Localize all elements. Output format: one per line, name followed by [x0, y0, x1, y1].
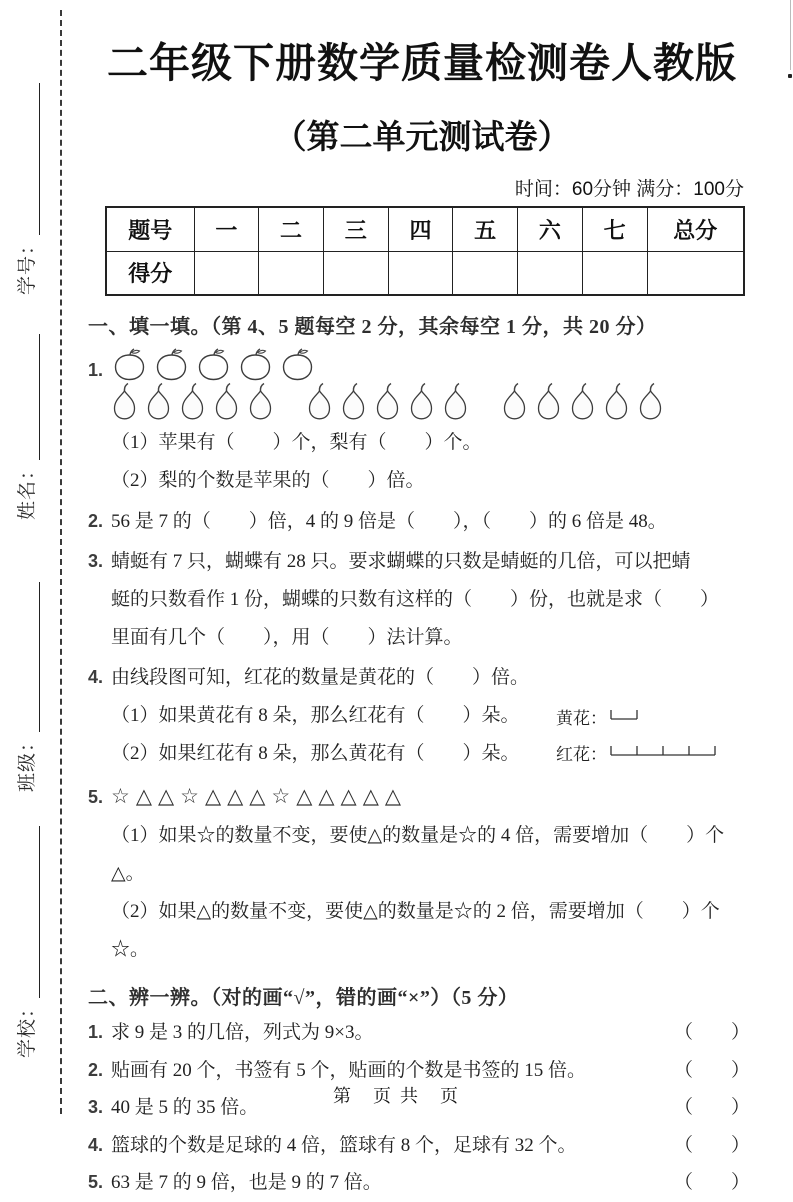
apple-icon: [195, 347, 232, 381]
q4-stem: [88, 658, 756, 697]
pear-group: [306, 383, 469, 420]
score-row-label: 得分: [106, 251, 194, 295]
sidebar-field-school: [16, 826, 40, 1058]
q4-text: 由线段图可知，红花的数量是黄花的（ ）倍。: [111, 667, 530, 688]
q1-number: 1.: [88, 360, 104, 380]
apple-icon: [153, 347, 190, 381]
red-flower-label: 红花：: [556, 744, 607, 764]
item-number: 1.: [88, 1022, 104, 1042]
time-score-meta: 时间：60分钟 满分：100分: [514, 179, 744, 200]
line-segment-diagram: [556, 698, 756, 770]
q2-text: 56 是 7 的（ ）倍，4 的 9 倍是（ ），（ ）的 6 倍是 48。: [111, 511, 667, 532]
q5-number: 5.: [88, 787, 104, 807]
pear-icon: [535, 383, 562, 420]
page-footer: 第 页 共 页: [332, 1086, 460, 1106]
answer-blank: （ ）: [673, 1097, 750, 1118]
pear-icons: [111, 383, 756, 420]
score-table-header-row: [106, 207, 744, 251]
pear-group: [501, 383, 664, 420]
answer-blank: （ ）: [673, 1059, 750, 1081]
true-false-item: [88, 1014, 756, 1052]
item-text: 贴画有 20 个，书签有 5 个，贴画的个数是书签的 15 倍。: [111, 1059, 587, 1081]
q1-apple-row: [88, 347, 756, 381]
item-number: 4.: [88, 1134, 104, 1155]
q3: [88, 542, 756, 657]
yellow-flower-segments: [607, 706, 639, 727]
q3-line1: [88, 542, 756, 581]
pear-icon: [637, 383, 664, 420]
pear-icon: [247, 383, 274, 420]
score-cell: [647, 251, 744, 295]
fold-dashed-line: [60, 10, 62, 1114]
score-table-header-cell: 二: [259, 207, 324, 251]
sidebar-field-label: 学校：: [17, 997, 38, 1058]
score-cell: [453, 251, 518, 295]
item-number: 2.: [88, 1059, 104, 1080]
true-false-item: [88, 1127, 756, 1165]
score-cell: [582, 251, 647, 295]
score-cell: [259, 251, 324, 295]
section2-heading: 二、辨一辨。（对的画“√”，错的画“×”）（5 分）: [88, 987, 519, 1009]
q1-sub2: （2）梨的个数是苹果的（ ）倍。: [111, 470, 425, 491]
q4-sub1: （1）如果黄花有 8 朵，那么红花有（ ）朵。: [111, 705, 520, 726]
apple-icons: [111, 347, 316, 381]
item-text: 40 是 5 的 35 倍。: [111, 1097, 259, 1118]
q3-text-line3: 里面有几个（ ），用（ ）法计算。: [111, 627, 463, 648]
red-flower-row: [556, 734, 756, 770]
page-subtitle: （第二单元测试卷）: [273, 118, 571, 155]
write-on-line: [18, 826, 40, 998]
section1-heading: 一、填一填。（第 4、5 题每空 2 分，其余每空 1 分，共 20 分）: [88, 316, 657, 338]
score-table-header-cell: 五: [453, 207, 518, 251]
q5-sub2: （2）如果△的数量不变，要使△的数量是☆的 2 倍，需要增加（ ）个☆。: [111, 901, 720, 960]
q2-number: 2.: [88, 511, 104, 531]
pear-icon: [145, 383, 172, 420]
q4-number: 4.: [88, 667, 104, 687]
score-table-header-cell: 四: [388, 207, 453, 251]
page-edge-mark: [790, 0, 791, 70]
sidebar-field-label: 姓名：: [17, 459, 38, 520]
yellow-flower-row: [556, 698, 756, 734]
page-title: 二年级下册数学质量检测卷人教版: [107, 40, 737, 86]
item-text: 求 9 是 3 的几倍，列式为 9×3。: [111, 1022, 374, 1043]
score-table: [105, 206, 745, 296]
write-on-line: [18, 334, 40, 460]
score-cell: [518, 251, 583, 295]
item-text: 篮球的个数是足球的 4 倍，篮球有 8 个，足球有 32 个。: [111, 1134, 577, 1156]
q4-sub2: （2）如果红花有 8 朵，那么黄花有（ ）朵。: [111, 743, 520, 764]
score-table-header-cell: 三: [323, 207, 388, 251]
score-table-header-cell: 七: [582, 207, 647, 251]
apple-icon: [111, 347, 148, 381]
item-text: 63 是 7 的 9 倍，也是 9 的 7 倍。: [111, 1172, 382, 1193]
red-flower-segments: [607, 742, 717, 763]
score-table-score-row: [106, 251, 744, 295]
sidebar-field-name: [16, 334, 40, 520]
score-cell: [323, 251, 388, 295]
pear-icon: [340, 383, 367, 420]
sidebar-field-label: 学号：: [17, 234, 38, 295]
q2: [88, 502, 756, 541]
q4: [88, 658, 756, 773]
q3-number: 3.: [88, 551, 104, 571]
sidebar-field-label: 班级：: [17, 731, 38, 792]
pear-icon: [603, 383, 630, 420]
sidebar-field-student-id: [16, 83, 40, 295]
answer-blank: （ ）: [673, 1134, 750, 1156]
answer-blank: （ ）: [673, 1022, 750, 1043]
score-table-header-cell: 题号: [106, 207, 194, 251]
score-cell: [388, 251, 453, 295]
write-on-line: [18, 582, 40, 732]
q5: [88, 777, 756, 969]
item-number: 5.: [88, 1172, 104, 1192]
pear-icon: [408, 383, 435, 420]
true-false-item: [88, 1164, 756, 1202]
score-table-header-cell: 总分: [647, 207, 744, 251]
apple-icon: [279, 347, 316, 381]
pear-icon: [442, 383, 469, 420]
pear-icon: [374, 383, 401, 420]
q3-text-line2: 蜓的只数看作 1 份，蝴蝶的只数有这样的（ ）份，也就是求（ ）: [111, 589, 720, 610]
pear-icon: [111, 383, 138, 420]
pear-icon: [179, 383, 206, 420]
q1-sub1: （1）苹果有（ ）个，梨有（ ）个。: [111, 432, 482, 453]
sidebar-field-class: [16, 582, 40, 792]
answer-blank: （ ）: [673, 1172, 750, 1193]
score-table-header-cell: 六: [518, 207, 583, 251]
q3-text-line1: 蜻蜓有 7 只，蝴蝶有 28 只。要求蝴蝶的只数是蜻蜓的几倍，可以把蜻: [111, 551, 691, 572]
score-table-header-cell: 一: [194, 207, 259, 251]
pear-icon: [306, 383, 333, 420]
score-cell: [194, 251, 259, 295]
yellow-flower-label: 黄花：: [556, 708, 607, 728]
pear-group: [111, 383, 274, 420]
pear-icon: [569, 383, 596, 420]
apple-icon: [237, 347, 274, 381]
q5-symbols-line: [88, 777, 756, 817]
q5-sub1: （1）如果☆的数量不变，要使△的数量是☆的 4 倍，需要增加（ ）个△。: [111, 825, 725, 884]
pear-icon: [213, 383, 240, 420]
write-on-line: [18, 83, 40, 235]
pear-icon: [501, 383, 528, 420]
page-edge-dot: [788, 74, 792, 78]
star-triangle-symbols: ☆△△☆△△△☆△△△△△: [111, 784, 407, 808]
main-column: [88, 0, 756, 1202]
item-number: 3.: [88, 1097, 104, 1117]
